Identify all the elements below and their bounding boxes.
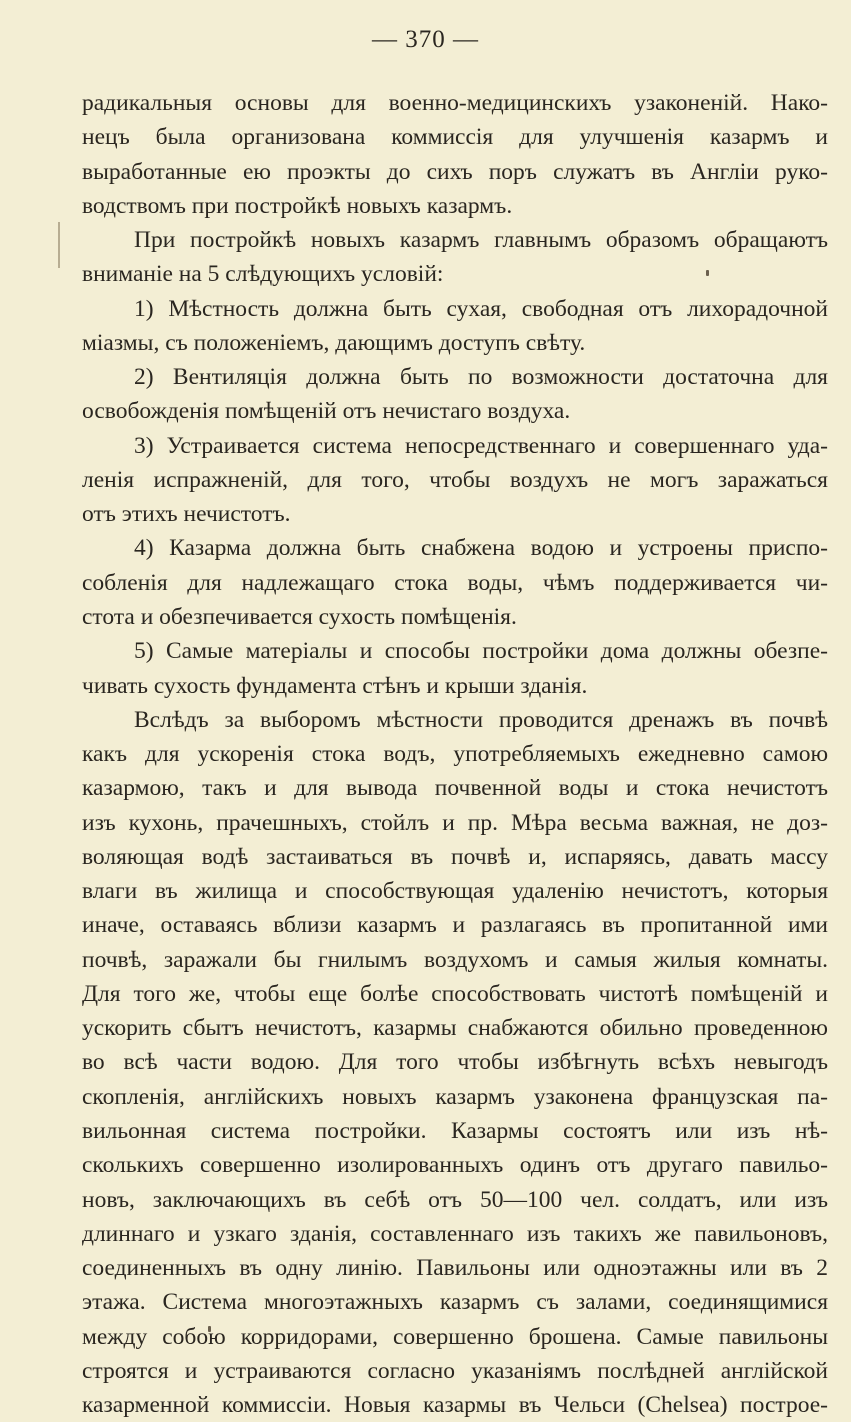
- text-line: стота и обезпечивается сухость помѣщенія.: [82, 603, 517, 630]
- text-line: соединенныхъ въ одну линію. Павильоны или одноэтажны или въ 2: [82, 1255, 828, 1282]
- text-line: ускорить сбытъ нечистотъ, казармы снабжаются обильно проведенною: [82, 1015, 828, 1042]
- text-line: почвѣ, заражали бы гнилымъ воздухомъ и самыя жилыя комнаты.: [82, 946, 828, 973]
- text-line: вильонная система постройки. Казармы состоятъ или изъ нѣ-: [82, 1117, 828, 1144]
- text-line: скопленія, англійскихъ новыхъ казармъ узаконена французская па-: [82, 1083, 828, 1110]
- text-line: водствомъ при постройкѣ новыхъ казармъ.: [82, 192, 513, 219]
- text-line: выработанные ею проэкты до сихъ поръ служатъ въ Англіи руко-: [82, 158, 828, 185]
- text-line: казарменной коммиссіи. Новыя казармы въ Чельси (Chelsea) построе-: [82, 1392, 828, 1419]
- text-line: освобожденія помѣщеній отъ нечистаго воздуха.: [82, 398, 571, 425]
- text-line: новъ, заключающихъ въ себѣ отъ 50—100 чел. солдатъ, или изъ: [82, 1186, 828, 1213]
- text-line: радикальныя основы для военно-медицинскихъ узаконеній. Нако-: [82, 90, 828, 116]
- page-number: — 370 —: [372, 26, 479, 53]
- text-line: влаги въ жилища и способствующая удаленію нечистотъ, которыя: [82, 878, 828, 905]
- text-line: воляющая водѣ застаиваться въ почвѣ и, испаряясь, давать массу: [82, 843, 828, 870]
- body-text: [82, 86, 828, 1422]
- text-line: міазмы, съ положеніемъ, дающимъ доступъ свѣту.: [82, 329, 586, 356]
- margin-mark: [58, 222, 60, 268]
- text-line: иначе, оставаясь вблизи казармъ и разлагаясь въ пропитанной ими: [82, 912, 828, 939]
- text-line: Для того же, чтобы еще болѣе способствовать чистотѣ помѣщеній и: [82, 980, 828, 1007]
- text-line: 5) Самые матеріалы и способы постройки дома должны обезпе-: [134, 638, 828, 665]
- text-line: изъ кухонь, прачешныхъ, стойлъ и пр. Мѣра весьма важная, не доз-: [82, 809, 828, 836]
- text-line: казармою, такъ и для вывода почвенной воды и стока нечистотъ: [82, 775, 828, 802]
- text-line: Вслѣдъ за выборомъ мѣстности проводится дренажъ въ почвѣ: [134, 706, 828, 733]
- text-line: 3) Устраивается система непосредственнаго и совершеннаго уда-: [134, 432, 828, 459]
- text-line: собленія для надлежащаго стока воды, чѣмъ поддерживается чи-: [82, 569, 828, 596]
- text-line: длиннаго и узкаго зданія, составленнаго изъ такихъ же павильоновъ,: [82, 1220, 828, 1247]
- text-line: сколькихъ совершенно изолированныхъ одинъ отъ другаго павильо-: [82, 1152, 828, 1179]
- text-line: во всѣ части водою. Для того чтобы избѣгнуть всѣхъ невыгодъ: [82, 1049, 828, 1076]
- text-line: отъ этихъ нечистотъ.: [82, 501, 291, 528]
- text-line: этажа. Система многоэтажныхъ казармъ съ залами, соединящимися: [82, 1289, 828, 1316]
- text-line: между собою корридорами, совершенно брошена. Самые павильоны: [82, 1323, 828, 1350]
- text-line: 1) Мѣстность должна быть сухая, свободная отъ лихорадочной: [134, 295, 828, 322]
- text-line: вниманіе на 5 слѣдующихъ условій:: [82, 261, 444, 288]
- text-line: чивать сухость фундамента стѣнъ и крыши зданія.: [82, 672, 588, 699]
- text-line: 2) Вентиляція должна быть по возможности достаточна для: [134, 364, 828, 391]
- text-line: При постройкѣ новыхъ казармъ главнымъ образомъ обращаютъ: [134, 227, 828, 254]
- text-line: строятся и устраиваются согласно указаніямъ послѣдней англійской: [82, 1357, 828, 1384]
- text-line: какъ для ускоренія стока водъ, употребляемыхъ ежедневно самою: [82, 741, 828, 768]
- text-line: нецъ была организована коммиссія для улучшенія казармъ и: [82, 124, 828, 151]
- text-line: ленія испражненій, для того, чтобы воздухъ не могъ заражаться: [82, 466, 828, 493]
- text-line: 4) Казарма должна быть снабжена водою и устроены приспо-: [134, 535, 828, 562]
